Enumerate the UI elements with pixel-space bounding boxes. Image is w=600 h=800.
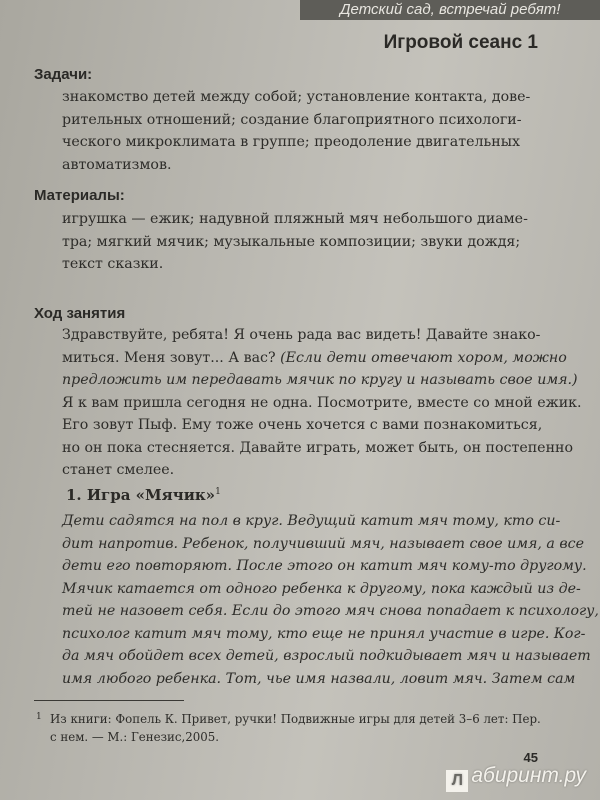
materials-text: [62, 208, 550, 276]
running-head: Детский сад, встречай ребят!: [300, 0, 600, 20]
lesson-heading: Ход занятия: [34, 305, 126, 322]
tasks-line: рительных отношений; создание благоприятного психологи-: [62, 111, 522, 128]
materials-line: тра; мягкий мячик; музыкальные композиции; звуки дождя;: [62, 233, 521, 250]
lesson-line-italic: предложить им передавать мячик по кругу и называть свое имя.): [62, 372, 578, 388]
game-line: дети его повторяют. После этого он катит мяч кому-то другому.: [62, 558, 587, 574]
tasks-heading: Задачи:: [34, 66, 93, 83]
materials-line: игрушка — ежик; надувной пляжный мяч небольшого диаме-: [62, 211, 528, 227]
tasks-text: [62, 86, 550, 176]
materials-heading: Материалы:: [34, 187, 125, 204]
labirint-watermark: [446, 764, 586, 792]
lesson-line: Я к вам пришла сегодня не одна. Посмотрите, вместе со мной ежик.: [62, 394, 582, 411]
lesson-line: но он пока стесняется. Давайте играть, может быть, он постепенно: [62, 439, 574, 456]
lesson-line: Здравствуйте, ребята! Я очень рада вас видеть! Давайте знако-: [62, 327, 541, 343]
footnote: [34, 710, 554, 746]
page-number: 45: [523, 750, 538, 765]
game-line: Мячик катается от одного ребенка к другому, пока каждый из де-: [62, 580, 581, 597]
lesson-line: [62, 347, 567, 370]
lesson-line: Его зовут Пыф. Ему тоже очень хочется с вами познакомиться,: [62, 417, 543, 433]
game-text: [62, 510, 599, 690]
game-line: Дети садятся на пол в круг. Ведущий катит мяч тому, кто си-: [62, 513, 561, 529]
tasks-line: знакомство детей между собой; установление контакта, дове-: [62, 89, 531, 105]
lesson-line-italic: (Если дети отвечают хором, можно: [280, 349, 567, 366]
footnote-mark: 1: [36, 712, 42, 722]
lesson-line-part: миться. Меня зовут... А вас?: [62, 349, 281, 366]
game-line: психолог катит мяч тому, кто еще не принял участие в игре. Ког-: [62, 625, 586, 642]
footnote-reference: 1: [215, 487, 221, 497]
lesson-line: станет смелее.: [62, 462, 175, 478]
labirint-logo-icon: Л: [446, 770, 468, 792]
footnote-divider: [34, 700, 184, 701]
session-title: Игровой сеанс 1: [383, 32, 538, 53]
materials-line: текст сказки.: [62, 256, 164, 272]
game-line: тей не назовет себя. Если до этого мяч снова попадает к психологу,: [62, 603, 599, 619]
footnote-line: с нем. — М.: Генезис,2005.: [50, 730, 220, 744]
tasks-line: автоматизмов.: [62, 156, 172, 173]
game-line: дит напротив. Ребенок, получивший мяч, называет свое имя, а все: [62, 535, 584, 552]
tasks-line: ческого микроклимата в группе; преодоление двигательных: [62, 134, 520, 150]
footnote-line: Из книги: Фопель К. Привет, ручки! Подвижные игры для детей 3–6 лет: Пер.: [50, 712, 541, 726]
game-line: имя любого ребенка. Тот, чье имя назвали, ловит мяч. Затем сам: [62, 670, 576, 687]
game-line: да мяч обойдет всех детей, взрослый подкидывает мяч и называет: [62, 648, 591, 664]
lesson-text: [62, 324, 582, 482]
watermark-text: абиринт.ру: [471, 764, 586, 787]
game-title: [66, 486, 221, 504]
game-title-text: 1. Игра «Мячик»: [66, 486, 216, 504]
